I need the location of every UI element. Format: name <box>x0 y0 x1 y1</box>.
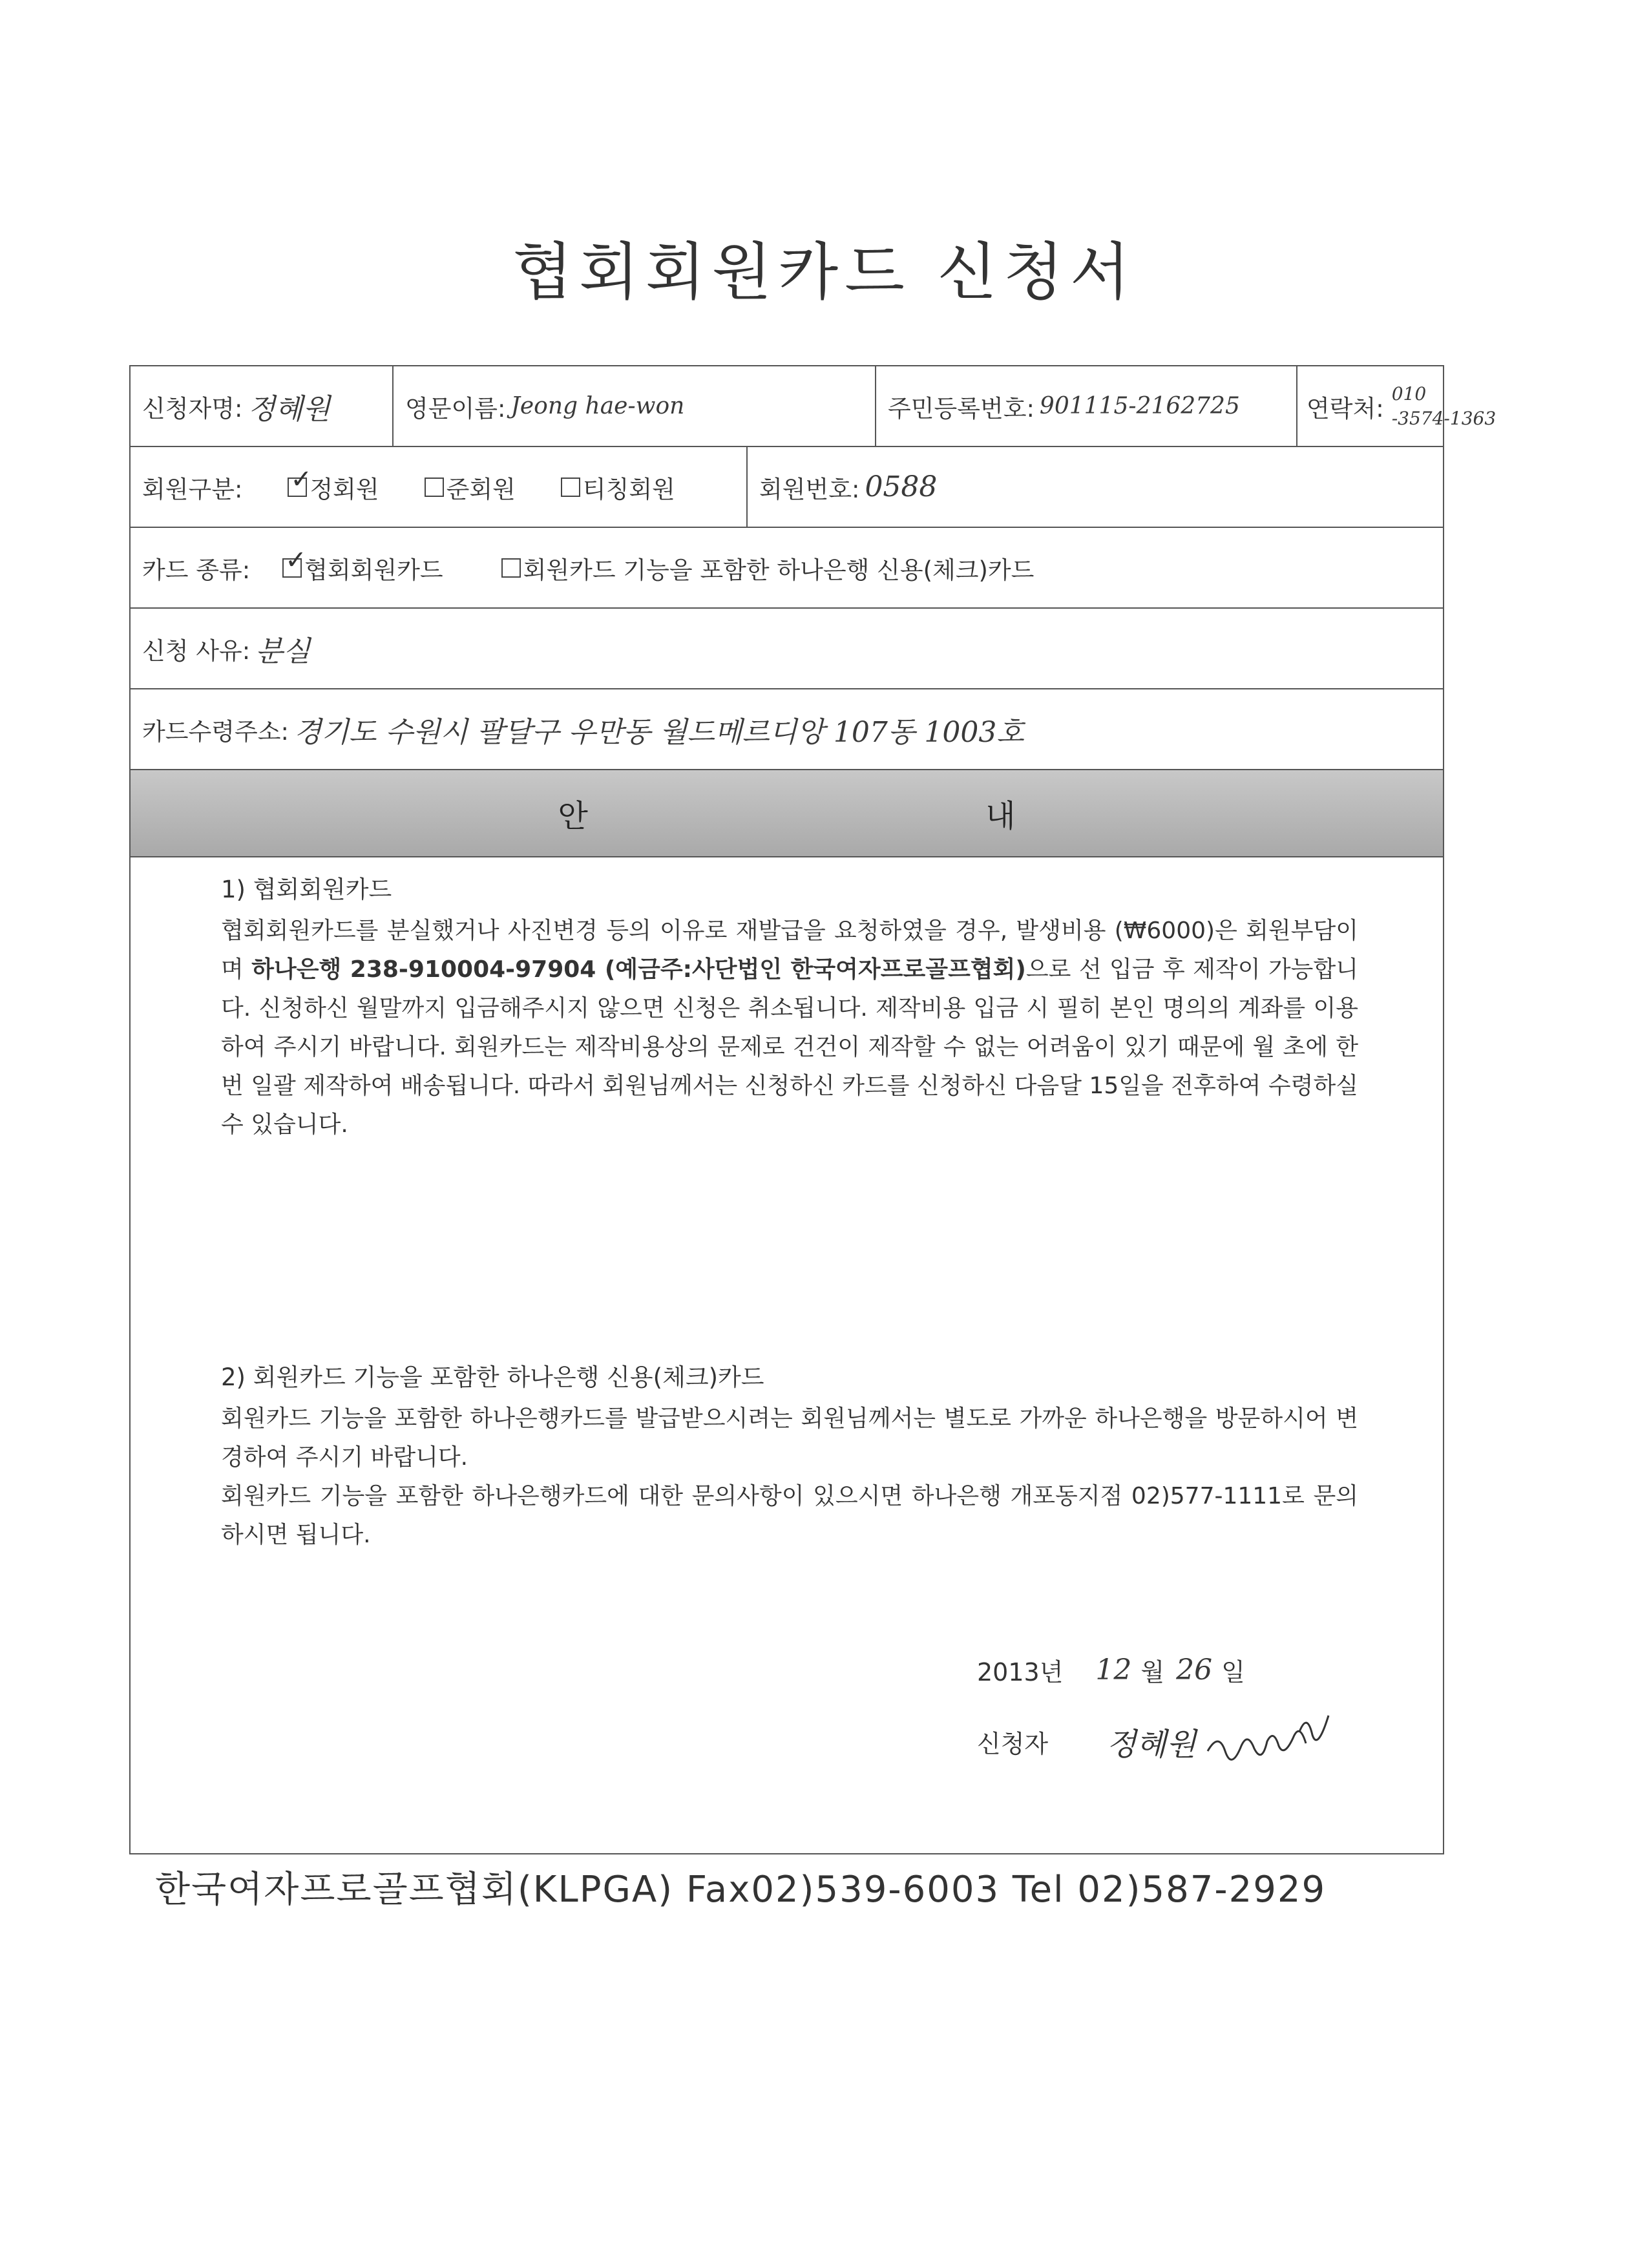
card-type-label: 카드 종류: <box>142 556 251 584</box>
section-2-line-2: 회원카드 기능을 포함한 하나은행카드에 대한 문의사항이 있으시면 하나은행 개포동지점 02)577-1111로 문의하시면 됩니다. <box>221 1483 1358 1548</box>
membership-type-cell <box>131 447 748 527</box>
membership-option-label: 정회원 <box>310 475 379 503</box>
member-number-value[interactable]: 0588 <box>865 470 938 503</box>
membership-row <box>131 447 1443 528</box>
name-value[interactable]: 정혜원 <box>247 392 330 426</box>
reason-value[interactable]: 분실 <box>255 635 311 668</box>
address-value[interactable]: 경기도 수원시 팔달구 우만동 월드메르디앙 107동 1003호 <box>293 715 1024 749</box>
card-type-option-hana[interactable] <box>501 551 1035 585</box>
address-cell <box>131 689 1443 769</box>
contact-label: 연락처: <box>1307 394 1384 423</box>
checkbox-icon[interactable] <box>561 478 580 497</box>
rrn-value[interactable]: 901115-2162725 <box>1039 393 1240 419</box>
section-1-body <box>221 912 1358 1144</box>
english-name-value[interactable]: Jeong hae-won <box>510 393 685 419</box>
name-cell <box>131 366 394 446</box>
card-type-option-label: 회원카드 기능을 포함한 하나은행 신용(체크)카드 <box>523 556 1035 584</box>
date-line <box>977 1652 1338 1688</box>
membership-option-label: 티칭회원 <box>582 475 675 503</box>
membership-label: 회원구분: <box>142 475 243 503</box>
english-name-label: 영문이름: <box>405 394 506 423</box>
reason-label: 신청 사유: <box>142 636 251 665</box>
membership-option-associate[interactable] <box>425 470 516 505</box>
footer-contact: 한국여자프로골프협회(KLPGA) Fax02)539-6003 Tel 02)587-2929 <box>155 1869 1327 1911</box>
contact-value-line1: 010 <box>1391 383 1427 404</box>
notice-heading-bar <box>131 770 1443 857</box>
section-1-bank-account: 하나은행 238-910004-97904 (예금주:사단법인 한국여자프로골프협회) <box>251 956 1026 983</box>
rrn-cell <box>876 366 1297 446</box>
address-row <box>131 689 1443 770</box>
checkbox-checked-icon[interactable] <box>288 478 307 497</box>
date-month-label: 월 <box>1140 1658 1165 1686</box>
membership-option-label: 준회원 <box>446 475 516 503</box>
section-1-text-a: 협회회원카드를 분실했거나 사진변경 등의 이유로 재발급을 요청하였을 경우, 발생비용 (₩6000)은 회원부담이며 <box>221 918 1358 983</box>
date-month-value[interactable]: 12 <box>1095 1654 1132 1686</box>
document-title: 협회회원카드 신청서 <box>512 236 1137 308</box>
checkbox-checked-icon[interactable] <box>282 558 302 578</box>
name-label: 신청자명: <box>142 394 243 423</box>
card-type-cell <box>131 528 1443 607</box>
application-form <box>129 365 1497 1854</box>
applicant-signature-line <box>977 1706 1338 1777</box>
rrn-label: 주민등록번호: <box>888 394 1035 423</box>
contact-cell <box>1297 366 1497 446</box>
membership-option-regular[interactable] <box>288 470 379 505</box>
reason-cell <box>131 609 1443 688</box>
membership-option-teaching[interactable] <box>561 470 675 505</box>
section-1-text-b: 으로 선 입금 후 제작이 가능합니다. 신청하신 월말까지 입금해주시지 않으면 신청은 취소됩니다. 제작비용 입금 시 필히 본인 명의의 계좌를 이용하여 주시기 바랍니다. 회원카드는 제작비용상의 문제로 건건이 제작할 수 없는 어려움이 있기 때문에 월 초에 한번 일괄 제작하여 배송됩니다. 따라서 회원님께서는 신청하신 카드를 신청하신 다음달 15일을 전후하여 수령하실 수 있습니다. <box>221 956 1358 1138</box>
handwritten-signature-icon <box>1203 1706 1338 1777</box>
applicant-signature-label: 신청자 <box>977 1729 1049 1758</box>
reason-row <box>131 609 1443 689</box>
notice-section-2 <box>221 1358 1358 1555</box>
checkbox-icon[interactable] <box>501 558 521 578</box>
date-day-label: 일 <box>1221 1658 1245 1686</box>
notice-section-1 <box>221 870 1358 1144</box>
date-signature-block <box>977 1652 1338 1777</box>
card-type-option-label: 협회회원카드 <box>304 556 443 584</box>
member-number-label: 회원번호: <box>759 475 860 503</box>
date-day-value[interactable]: 26 <box>1176 1654 1213 1686</box>
address-label: 카드수령주소: <box>142 717 289 746</box>
section-2-title: 2) 회원카드 기능을 포함한 하나은행 신용(체크)카드 <box>221 1363 764 1391</box>
applicant-row <box>131 366 1497 447</box>
date-year: 2013년 <box>977 1658 1064 1686</box>
section-2-line-1: 회원카드 기능을 포함한 하나은행카드를 발급받으시려는 회원님께서는 별도로 가까운 하나은행을 방문하시어 변경하여 주시기 바랍니다. <box>221 1405 1358 1471</box>
section-1-title: 1) 협회회원카드 <box>221 876 392 903</box>
member-number-cell <box>748 447 1445 527</box>
contact-value[interactable] <box>1387 382 1496 431</box>
english-name-cell <box>394 366 876 446</box>
applicant-signature-name[interactable]: 정혜원 <box>1106 1726 1197 1763</box>
checkbox-icon[interactable] <box>425 478 444 497</box>
notice-heading: 안 내 <box>558 798 1210 834</box>
card-type-option-association[interactable] <box>282 551 443 585</box>
contact-value-line2: -3574-1363 <box>1391 407 1497 429</box>
card-type-row <box>131 528 1443 609</box>
